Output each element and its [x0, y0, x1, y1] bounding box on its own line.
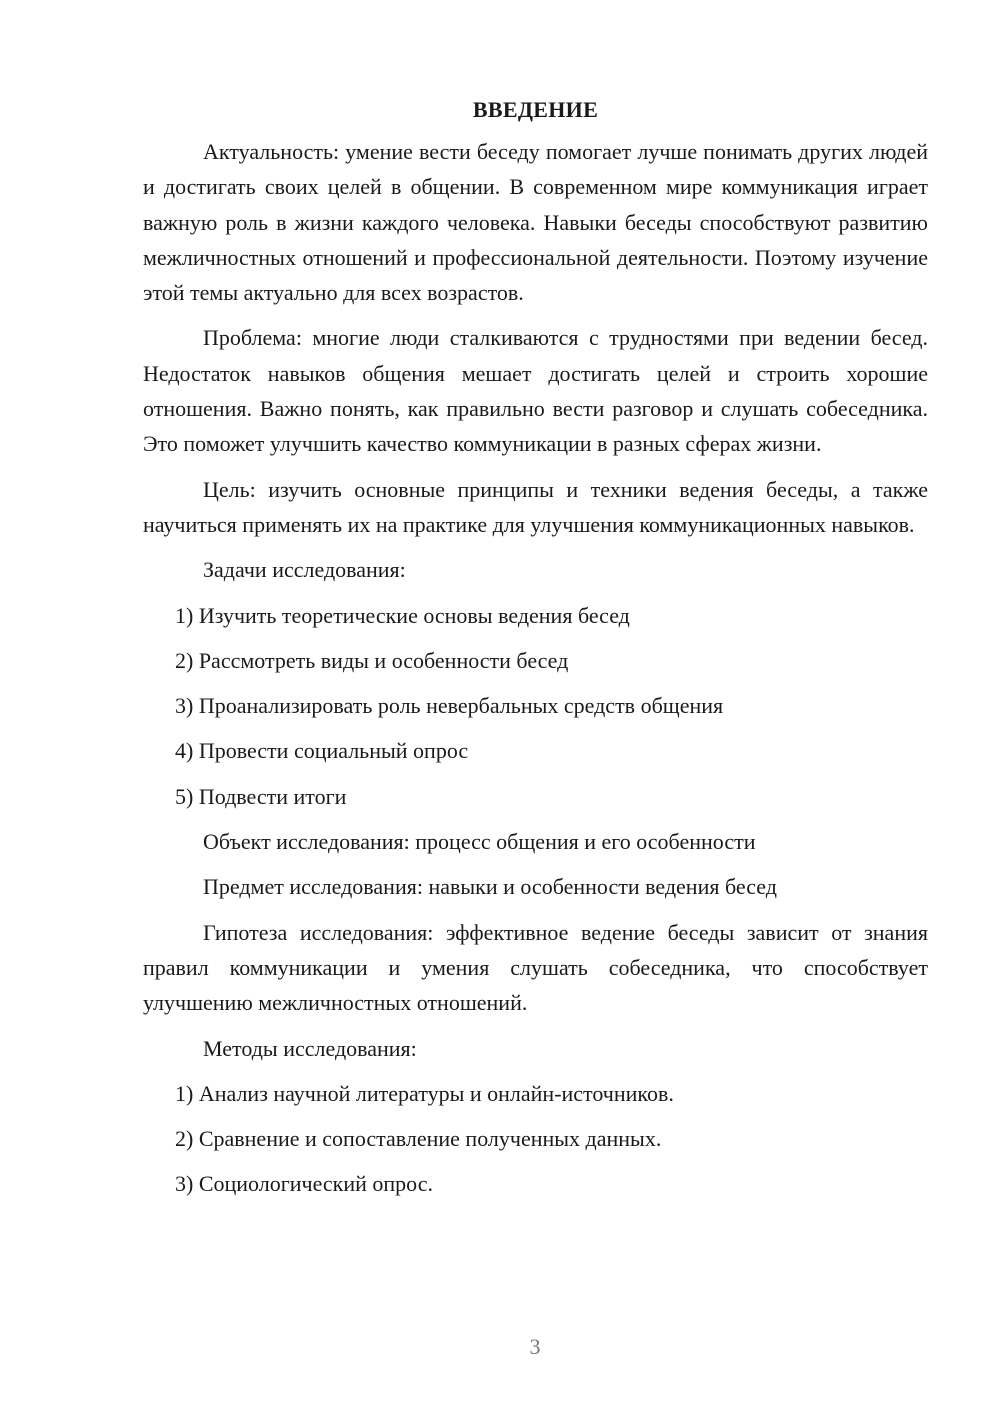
page-title: ВВЕДЕНИЕ [472, 97, 599, 122]
problem-paragraph: Проблема: многие люди сталкиваются с трудностями при ведении бесед. Недостаток навыков общения мешает достигать целей и строить хорошие отношения. Важно понять, как правильно вести разговор и слушать собеседника. Это поможет улучшить качество коммуникации в разных сферах жизни. [143, 325, 928, 457]
page-number: 3 [529, 1334, 541, 1359]
list-item: 2) Рассмотреть виды и особенности бесед [175, 647, 569, 673]
tasks-heading: Задачи исследования: [203, 557, 406, 583]
object-paragraph: Объект исследования: процесс общения и его особенности [203, 829, 756, 855]
list-item: 1) Анализ научной литературы и онлайн-источников. [175, 1080, 674, 1106]
list-item: 1) Изучить теоретические основы ведения бесед [175, 602, 630, 628]
methods-heading: Методы исследования: [203, 1035, 417, 1061]
goal-paragraph: Цель: изучить основные принципы и техники ведения беседы, а также научиться применять их на практике для улучшения коммуникационных навыков. [143, 476, 928, 537]
list-item: 3) Социологический опрос. [175, 1171, 433, 1197]
list-item: 2) Сравнение и сопоставление полученных данных. [175, 1126, 662, 1152]
methods-list [143, 1076, 928, 1202]
list-item: 3) Проанализировать роль невербальных средств общения [175, 693, 724, 719]
tasks-list [143, 598, 928, 814]
page-content [143, 94, 928, 1202]
list-item: 5) Подвести итоги [175, 783, 347, 809]
relevance-paragraph: Актуальность: умение вести беседу помогает лучше понимать других людей и достигать своих целей в общении. В современном мире коммуникация играет важную роль в жизни каждого человека. Навыки беседы способствуют развитию межличностных отношений и профессиональной деятельности. Поэтому изучение этой темы актуально для всех возрастов. [143, 139, 928, 306]
hypothesis-paragraph: Гипотеза исследования: эффективное ведение беседы зависит от знания правил коммуникации и умения слушать собеседника, что способствует улучшению межличностных отношений. [143, 919, 928, 1016]
subject-paragraph: Предмет исследования: навыки и особенности ведения бесед [203, 874, 777, 900]
list-item: 4) Провести социальный опрос [175, 738, 469, 764]
